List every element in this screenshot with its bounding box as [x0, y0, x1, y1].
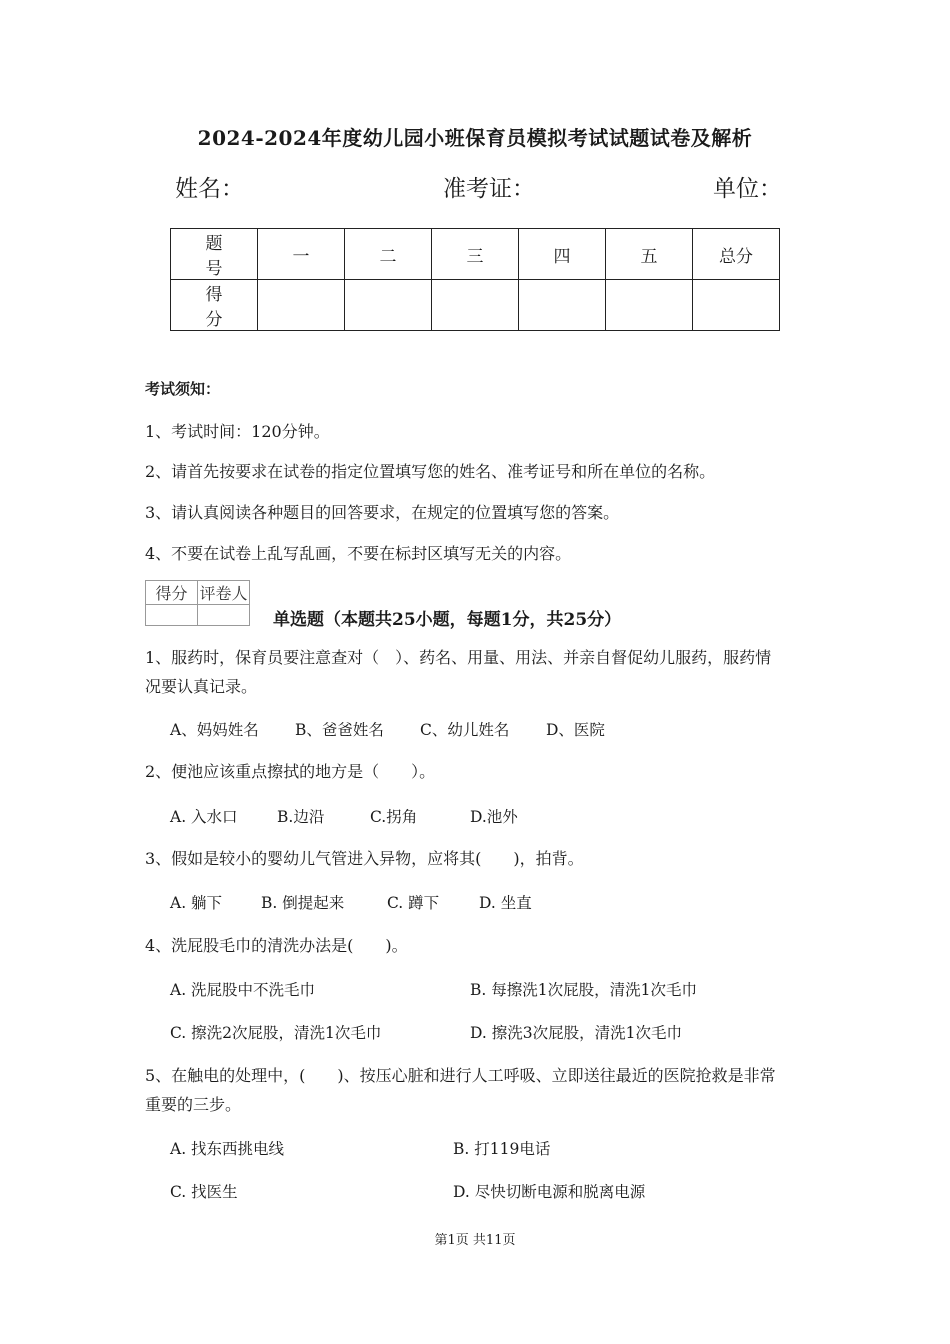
column-header: 四: [519, 229, 606, 280]
notice-item: 1、考试时间：120分钟。: [145, 422, 330, 441]
option-a[interactable]: A. 入水口: [170, 808, 238, 826]
question-4-stem: [145, 931, 813, 960]
column-header: 三: [432, 229, 519, 280]
option-d[interactable]: D. 坐直: [479, 894, 532, 912]
option-d[interactable]: D. 擦洗3次屁股，清洗1次毛巾: [470, 1024, 682, 1042]
score-cell[interactable]: [606, 280, 693, 331]
question-number-header: 题 号: [171, 229, 258, 280]
column-header: 二: [345, 229, 432, 280]
column-header: 一: [258, 229, 345, 280]
question-stem-line: 重要的三步。: [145, 1095, 242, 1114]
question-5-stem: [145, 1061, 813, 1119]
question-2-stem: [145, 757, 813, 786]
option-a[interactable]: A、妈妈姓名: [170, 721, 259, 739]
section-title: 单选题（本题共25小题，每题1分，共25分）: [273, 610, 622, 630]
grader-score-cell[interactable]: [146, 605, 198, 626]
score-cell[interactable]: [345, 280, 432, 331]
option-b[interactable]: B. 倒提起来: [261, 894, 345, 912]
page-footer: 第1页 共11页: [434, 1233, 516, 1248]
notice-item: 3、请认真阅读各种题目的回答要求，在规定的位置填写您的答案。: [145, 503, 620, 522]
grader-name-cell[interactable]: [198, 605, 250, 626]
question-stem-line: 况要认真记录。: [145, 677, 258, 696]
option-a[interactable]: A. 躺下: [170, 894, 223, 912]
score-cell[interactable]: [258, 280, 345, 331]
grader-name-label: 评卷人: [198, 581, 250, 605]
option-c[interactable]: C、幼儿姓名: [420, 721, 510, 739]
option-c[interactable]: C. 找医生: [170, 1183, 238, 1201]
question-stem-line: 2、便池应该重点擦拭的地方是（ ）。: [145, 762, 436, 781]
option-c[interactable]: C.拐角: [370, 808, 418, 826]
question-stem-line: 1、服药时，保育员要注意查对（ ）、药名、用量、用法、并亲自督促幼儿服药，服药情: [145, 648, 772, 667]
option-d[interactable]: D.池外: [470, 808, 518, 826]
score-table-header-row: [171, 229, 780, 280]
option-d[interactable]: D、医院: [546, 721, 605, 739]
option-b[interactable]: B. 每擦洗1次屁股，清洗1次毛巾: [470, 981, 697, 999]
option-c[interactable]: C. 蹲下: [387, 894, 440, 912]
score-cell[interactable]: [519, 280, 606, 331]
name-label: 姓名：: [175, 176, 244, 202]
option-b[interactable]: B、爸爸姓名: [295, 721, 384, 739]
question-stem-line: 4、洗屁股毛巾的清洗办法是( )。: [145, 936, 408, 955]
score-table-score-row: [171, 280, 780, 331]
notice-item: 4、不要在试卷上乱写乱画，不要在标封区填写无关的内容。: [145, 544, 572, 563]
option-a[interactable]: A. 洗屁股中不洗毛巾: [170, 981, 316, 999]
option-b[interactable]: B.边沿: [277, 808, 325, 826]
question-stem-line: 3、假如是较小的婴幼儿气管进入异物，应将其( )，拍背。: [145, 849, 584, 868]
score-table: [170, 228, 780, 331]
grader-table: [145, 580, 250, 626]
score-row-header: 得 分: [171, 280, 258, 331]
question-stem-line: 5、在触电的处理中，( )、按压心脏和进行人工呼吸、立即送往最近的医院抢救是非常: [145, 1066, 776, 1085]
option-d[interactable]: D. 尽快切断电源和脱离电源: [453, 1183, 646, 1201]
option-a[interactable]: A. 找东西挑电线: [170, 1140, 285, 1158]
score-cell[interactable]: [432, 280, 519, 331]
exam-title: 2024-2024年度幼儿园小班保育员模拟考试试题试卷及解析: [197, 126, 753, 150]
column-header: 五: [606, 229, 693, 280]
question-1-stem: [145, 643, 813, 701]
question-3-stem: [145, 844, 813, 873]
exam-number-label: 准考证：: [443, 176, 535, 202]
grader-score-label: 得分: [146, 581, 198, 605]
unit-label: 单位：: [713, 176, 782, 202]
option-b[interactable]: B. 打119电话: [453, 1140, 551, 1158]
notice-item: 2、请首先按要求在试卷的指定位置填写您的姓名、准考证号和所在单位的名称。: [145, 462, 716, 481]
option-c[interactable]: C. 擦洗2次屁股，清洗1次毛巾: [170, 1024, 382, 1042]
notice-title: 考试须知：: [145, 380, 221, 398]
score-cell[interactable]: [693, 280, 780, 331]
column-header: 总分: [693, 229, 780, 280]
